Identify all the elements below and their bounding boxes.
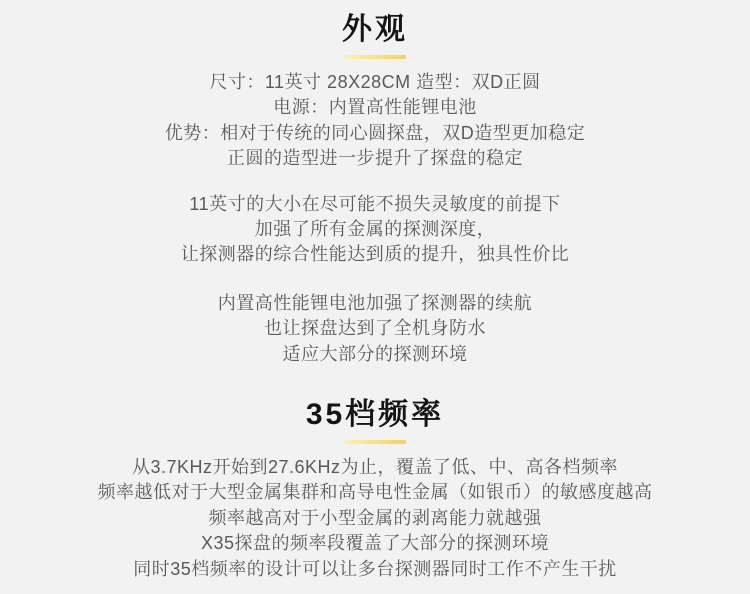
frequency-section-title: 35档频率 <box>305 398 445 432</box>
frequency-line-range: 从3.7KHz开始到27.6KHz为止，覆盖了低、中、高各档频率 <box>131 457 619 478</box>
appearance-section-title: 外观 <box>342 13 408 46</box>
frequency-line-interference: 同时35档频率的设计可以让多台探测器同时工作不产生干扰 <box>133 558 617 579</box>
paragraph-line: 也让探盘达到了全机身防水 <box>264 318 486 339</box>
spec-line-power: 电源：内置高性能锂电池 <box>273 97 477 118</box>
spec-line-size-shape: 尺寸：11英寸 28X28CM 造型：双D正圆 <box>209 72 541 92</box>
section-appearance <box>0 14 750 367</box>
frequency-title-underline <box>344 440 406 444</box>
appearance-title-underline <box>344 55 406 59</box>
paragraph-line: 让探测器的综合性能达到质的提升，独具性价比 <box>180 244 570 265</box>
appearance-paragraph-battery <box>0 291 750 367</box>
frequency-line-high: 频率越高对于小型金属的剥离能力就越强 <box>208 507 542 528</box>
section-frequency <box>0 399 750 582</box>
appearance-paragraph-size <box>0 192 750 268</box>
paragraph-line: 内置高性能锂电池加强了探测器的续航 <box>217 292 533 313</box>
frequency-line-coverage: X35探盘的频率段覆盖了大部分的探测环境 <box>200 533 550 554</box>
spec-line-advantage: 优势：相对于传统的同心圆探盘，双D造型更加稳定 <box>164 122 586 143</box>
frequency-paragraph <box>0 455 750 582</box>
paragraph-line: 11英寸的大小在尽可能不损失灵敏度的前提下 <box>189 193 561 214</box>
frequency-line-low: 频率越低对于大型金属集群和高导电性金属（如银币）的敏感度越高 <box>97 482 653 503</box>
paragraph-line: 加强了所有金属的探测深度， <box>254 219 496 240</box>
appearance-spec-group <box>0 70 750 172</box>
spec-line-advantage-cont: 正圆的造型进一步提升了探盘的稳定 <box>227 148 523 169</box>
paragraph-line: 适应大部分的探测环境 <box>282 343 468 364</box>
